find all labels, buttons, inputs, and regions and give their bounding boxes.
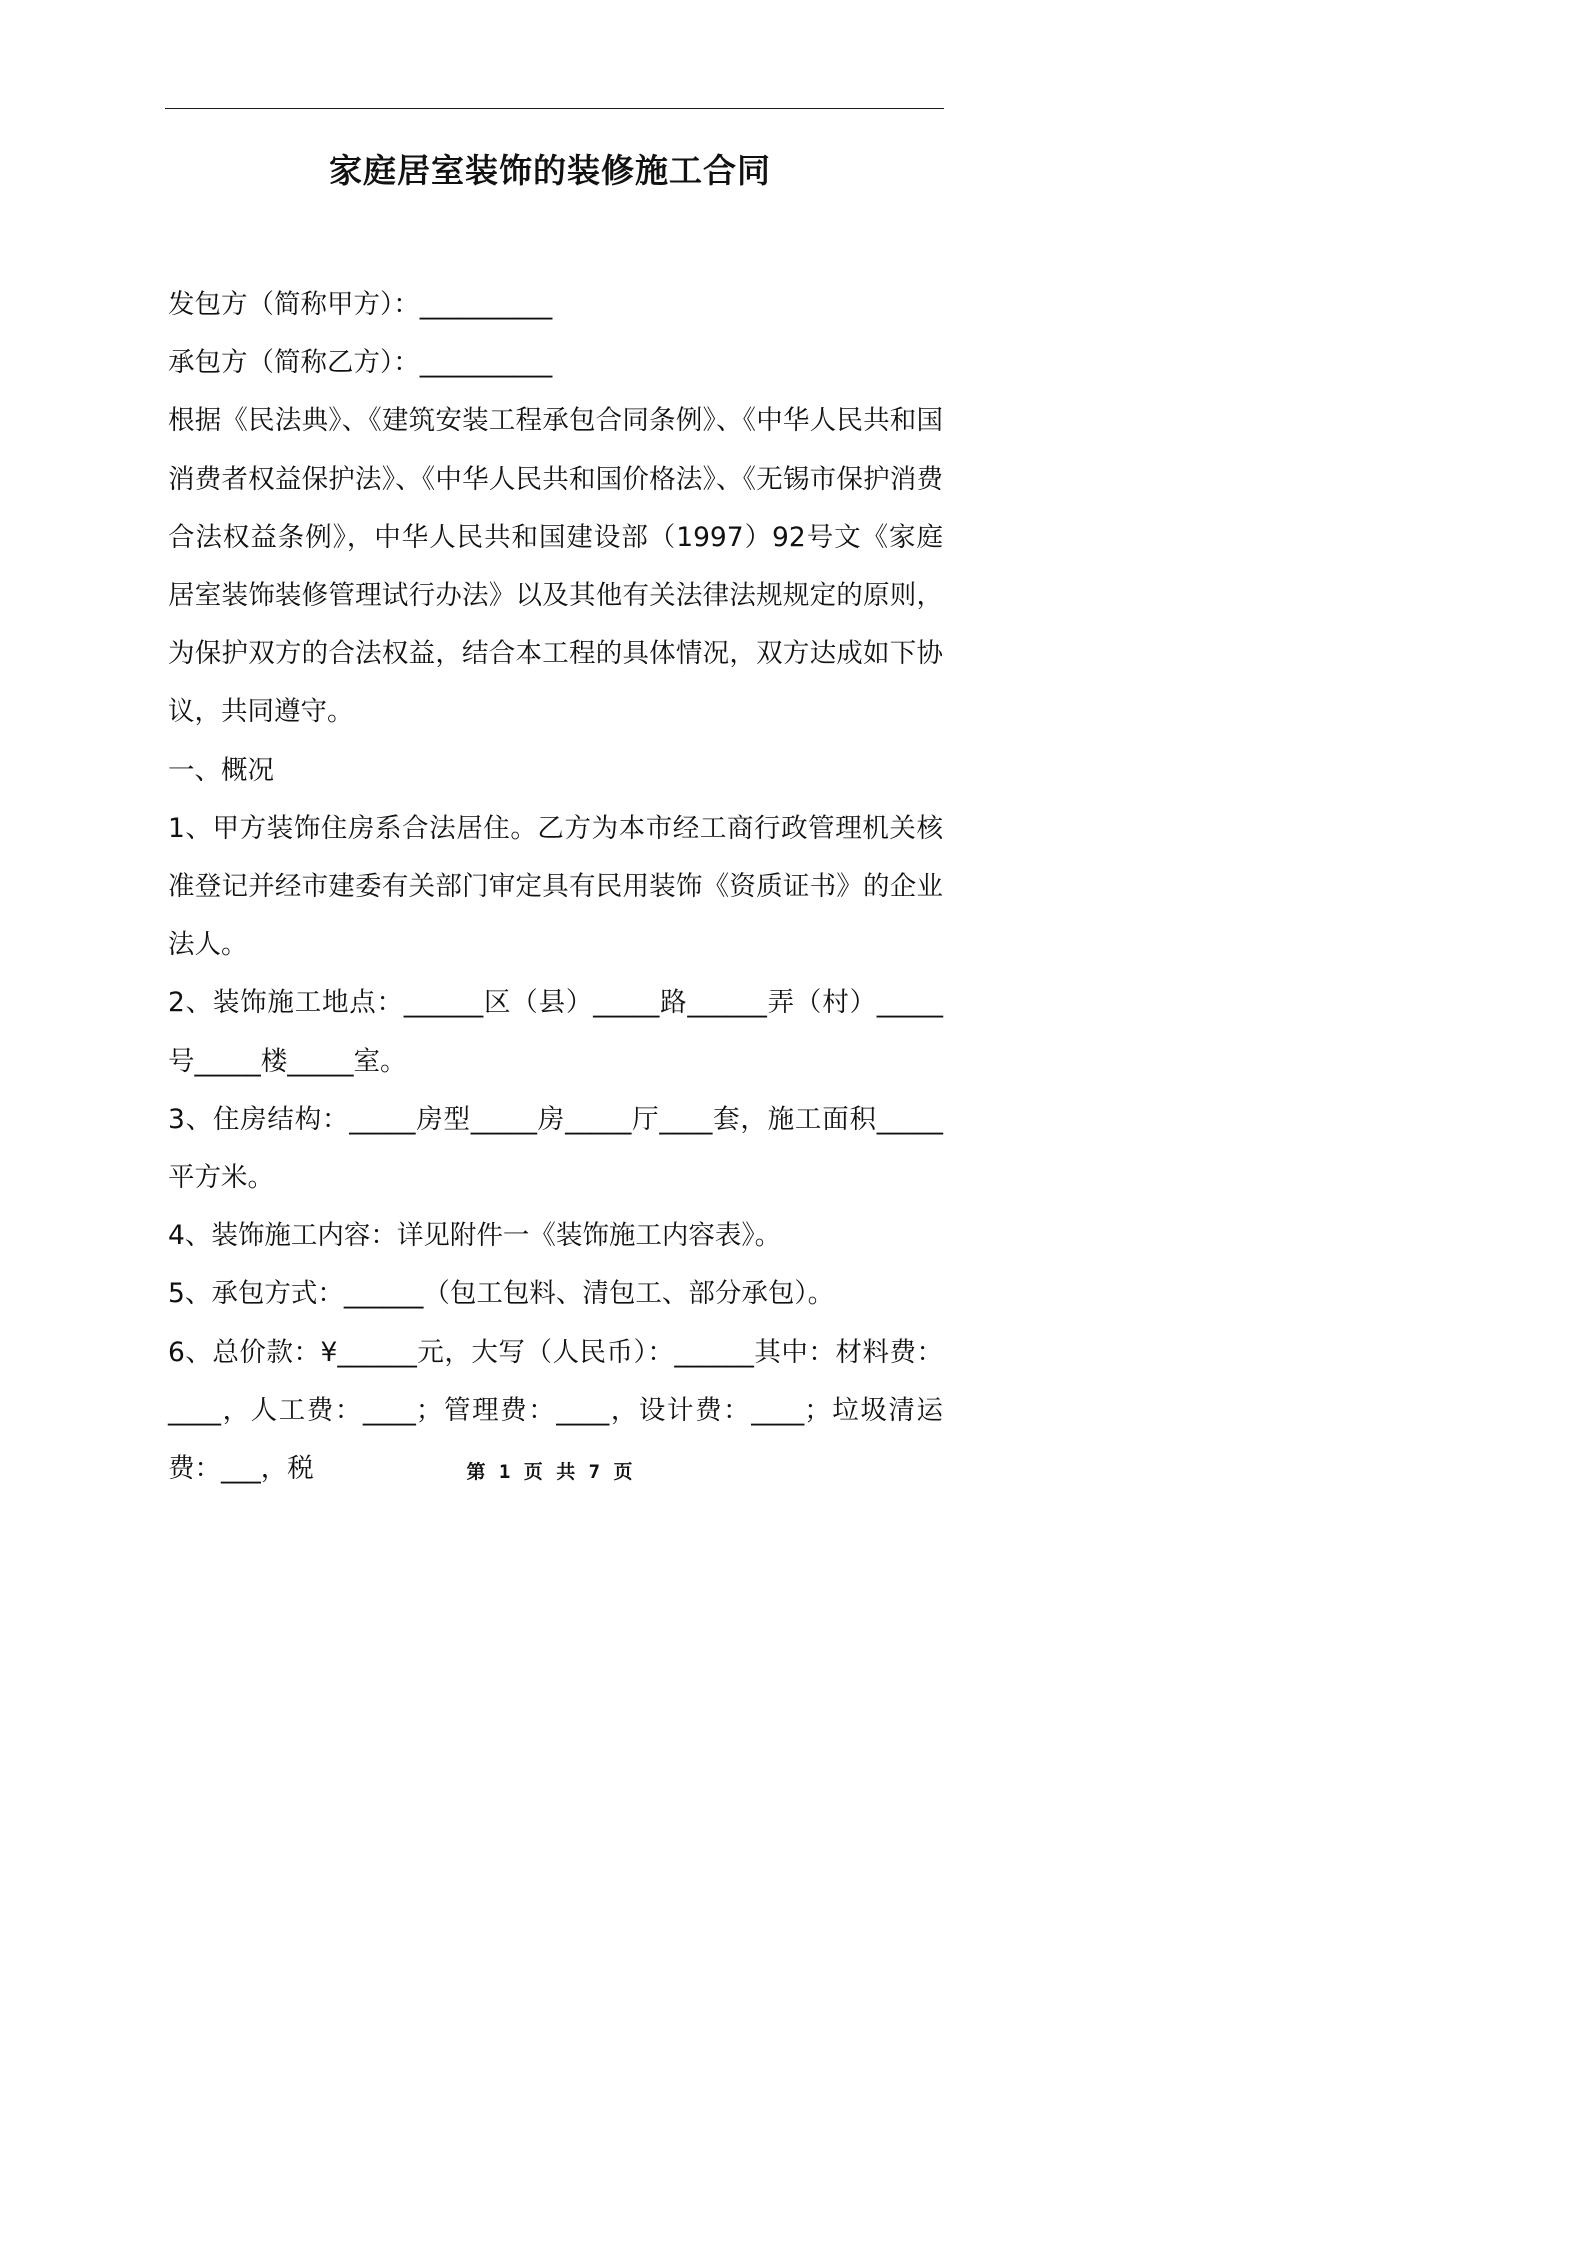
clause-3-structure: 3、住房结构：_____房型_____房_____厅____套，施工面积_____平方米。 bbox=[168, 1103, 943, 1194]
party-b-line: 承包方（简称乙方）：__________ bbox=[168, 347, 553, 379]
document-title: 家庭居室装饰的装修施工合同 bbox=[329, 151, 771, 190]
document-body bbox=[168, 276, 943, 1498]
preamble-paragraph: 根据《民法典》、《建筑安装工程承包合同条例》、《中华人民共和国消费者权益保护法》、《中华人民共和国价格法》、《无锡市保护消费合法权益条例》，中华人民共和国建设部（1997）92号文《家庭居室装饰装修管理试行办法》以及其他有关法律法规规定的原则，为保护双方的合法权益，结合本工程的具体情况，双方达成如下协议，共同遵守。 bbox=[168, 405, 943, 728]
clause-6-price: 6、总价款：¥______元，大写（人民币）：______其中：材料费：____，人工费：____；管理费：____，设计费：____；垃圾清运费：___，税 bbox=[168, 1336, 943, 1485]
header-rule bbox=[165, 108, 944, 109]
clause-2-location: 2、装饰施工地点：______区（县）_____路______弄（村）_____号_____楼_____室。 bbox=[168, 987, 943, 1077]
clause-5-method: 5、承包方式：______（包工包料、清包工、部分承包）。 bbox=[168, 1278, 835, 1310]
party-a-line: 发包方（简称甲方）：__________ bbox=[168, 289, 553, 320]
clause-1: 1、甲方装饰住房系合法居住。乙方为本市经工商行政管理机关核准登记并经市建委有关部门审定具有民用装饰《资质证书》的企业法人。 bbox=[168, 812, 943, 961]
clause-4-content: 4、装饰施工内容：详见附件一《装饰施工内容表》。 bbox=[168, 1220, 782, 1252]
page-number-footer: 第 1 页 共 7 页 bbox=[466, 1461, 634, 1483]
section-heading-overview: 一、概况 bbox=[168, 754, 274, 786]
